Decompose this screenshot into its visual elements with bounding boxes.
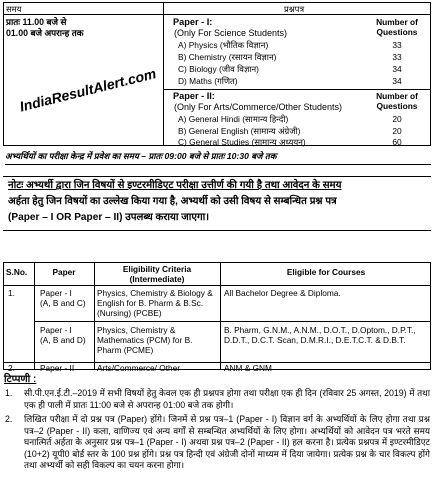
row1b-criteria: Physics, Chemistry & Mathematics (PCM) for B. Pharm (PCME): [97, 325, 193, 355]
note-line-2: अर्हता हेतु जिन विषयों का उल्लेख किया गया है, अभ्यर्थी को उसी विषय से सम्बन्धित प्रश्न पत्र: [8, 196, 337, 207]
note-line-1: नोटः अभ्यर्थी द्वारा जिन विषयों से इण्टरमीडिएट परीक्षा उत्तीर्ण की गयी है तथा आवेदन के समय: [8, 180, 342, 191]
entry-time: अभ्यर्थियों का परीक्षा केन्द्र में प्रवेश का समय – प्रातः 09:00 बजे से प्रातः 10:30 बजे तक: [5, 151, 431, 165]
header-time: समय: [6, 4, 22, 14]
paper1-count-d: 34: [392, 76, 402, 86]
paper1-count-c: 34: [392, 64, 402, 74]
paper1-subject-a: A) Physics (भौतिक विज्ञान): [178, 40, 269, 50]
note-line-3: (Paper – I OR Paper – II) उपलब्ध कराया जाएगा।: [8, 212, 210, 223]
header-sno: S.No.: [6, 267, 28, 277]
paper1-title: Paper - I:: [173, 17, 213, 27]
note-1-number: 1.: [5, 388, 13, 398]
row1-criteria: Physics, Chemistry & Biology & English for B. Pharm & B.Sc. (Nursing) (PCBE): [97, 288, 213, 318]
paper1-num-header-2: Questions: [376, 27, 418, 37]
row2-paper: Paper - II: [40, 363, 75, 373]
exam-schedule-table: [3, 2, 431, 146]
paper2-count-b: 20: [392, 126, 402, 136]
notes-title: टिप्पणी :: [4, 374, 37, 385]
paper1-count-a: 33: [392, 40, 402, 50]
paper2-title: Paper - II:: [173, 91, 215, 101]
row1b-paper: Paper - I (A, B and D): [40, 325, 86, 345]
paper2-count-c: 60: [392, 137, 402, 147]
header-criteria: Eligibility Criteria (Intermediate): [122, 264, 192, 284]
paper2-subtitle: (Only For Arts/Commerce/Other Students): [174, 102, 343, 112]
paper2-num-header-1: Number of: [376, 91, 418, 101]
header-paper: Paper: [52, 267, 76, 277]
note-box: [3, 176, 431, 246]
paper2-subject-a: A) General Hindi (सामान्य हिन्दी): [178, 114, 289, 124]
header-paper: प्रश्नपत्र: [284, 4, 305, 14]
paper1-subtitle: (Only For Science Students): [174, 28, 288, 38]
paper1-count-b: 33: [392, 52, 402, 62]
watermark: IndiaResultAlert.com: [18, 65, 158, 115]
note-1-text: सी.पी.एन.ई.टी.–2019 में सभी विषयों हेतु केवल एक ही प्रश्नपत्र होगा तथा परीक्षा एक ही दिन (रविवार 25 अगस्त, 2019) में तथा एक ही पाली में प्रातः 11:00 बजे से अपरान्ह 01:00 बजे तक होगी।: [24, 388, 430, 410]
paper1-subject-b: B) Chemistry (रसायन विज्ञान): [178, 52, 277, 62]
paper1-num-header-1: Number of: [376, 17, 418, 27]
paper2-subject-c: C) General Studies (सामान्य अध्ययन): [178, 137, 306, 147]
time-line-1: प्रातः 11.00 बजे से: [6, 17, 67, 27]
row1b-courses: B. Pharm, G.N.M., A.N.M., D.O.T., D.Optom., D.P.T., D.D.T., D.C.T. Scan, D.M.R.I., D.E.T.C.T. & D.B.T.: [224, 325, 416, 345]
note-2-number: 2.: [5, 414, 13, 424]
eligibility-table: [3, 262, 431, 373]
note-2-text: लिखित परीक्षा में दो प्रश्न पत्र (Paper) होंगे। जिनमें से प्रश्न पत्र–1 (Paper - I) विज्ञान वर्ग के अभ्यर्थियों के लिए होगा तथा प्रश्न पत्र–2 (Paper - II) कला, वाणिज्य एवं अन्य वर्गों से सम्बन्धित अभ्यर्थियों के लिए होगा। अभ्यर्थियों को आवेदन पत्र भरते समय घनात्मिर्त अर्हता के अनुसार प्रश्न पत्र–1 (Paper - I) अथवा प्रश्न पत्र–2 (Paper - II) हल करना है। प्रत्येक प्रश्नपत्र में इण्टरमीडिएट (10+2) यूपी0 बोर्ड स्तर के 100 प्रश्न होंगे। प्रश्न पत्र हिन्दी एवं अंग्रेजी दोनों माध्यम में दिया जायेगा। प्रत्येक प्रश्न के चार विकल्प होंगे तथा अभ्यर्थी को सही विकल्प का चयन करना होगा।: [24, 414, 430, 470]
paper2-count-a: 20: [392, 114, 402, 124]
row2-courses: ANM & GNM: [224, 363, 272, 373]
row2-sno: 2.: [8, 363, 15, 373]
row1-sno: 1.: [8, 288, 15, 298]
paper2-num-header-2: Questions: [376, 101, 418, 111]
paper2-subject-b: B) General English (सामान्य अंग्रेजी): [178, 126, 301, 136]
paper1-subject-c: C) Biology (जीव विज्ञान): [178, 64, 259, 74]
row2-criteria: Arts/Commerce/ Other: [97, 363, 180, 373]
row1-courses: All Bachelor Degree & Diploma.: [224, 288, 341, 298]
row1-paper: Paper - I (A, B and C): [40, 288, 86, 308]
time-line-2: 01.00 बजे अपरान्ह तक: [6, 28, 84, 38]
header-courses: Eligible for Courses: [286, 267, 366, 277]
paper1-subject-d: D) Maths (गणित): [178, 76, 238, 86]
